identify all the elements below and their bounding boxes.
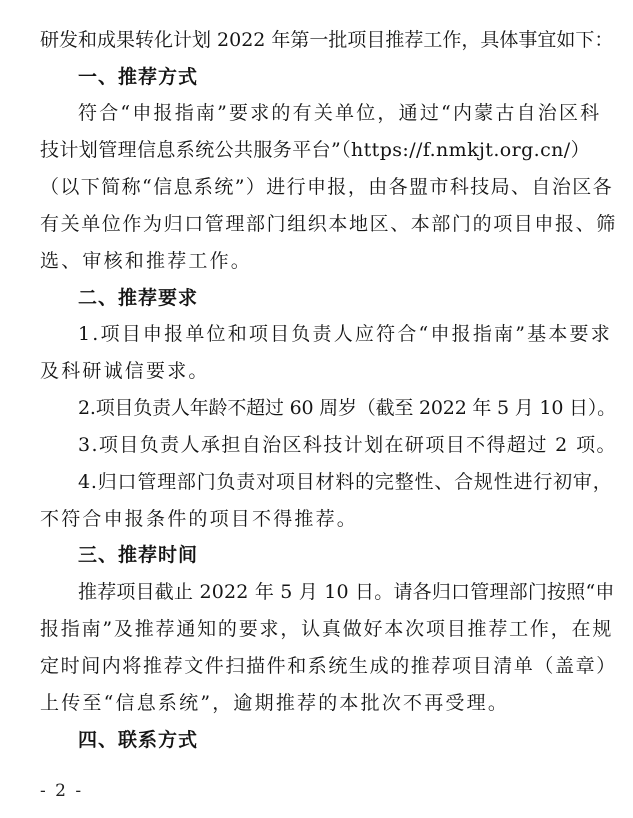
requirement-item-2: 2.项目负责人年龄不超过 60 周岁（截至 2022 年 5 月 10 日）。 — [78, 397, 616, 419]
paragraph-method-line: （以下简称“信息系统”）进行申报，由各盟市科技局、自治区各 — [40, 176, 614, 198]
requirement-item-4: 4.归口管理部门负责对项目材料的完整性、合规性进行初审， — [78, 471, 613, 493]
requirement-item-4-continued: 不符合申报条件的项目不得推荐。 — [40, 508, 359, 530]
paragraph-intro-line: 研发和成果转化计划 2022 年第一批项目推荐工作，具体事宜如下： — [40, 29, 614, 51]
requirement-item-1-continued: 及科研诚信要求。 — [40, 360, 210, 382]
paragraph-method-line: 技计划管理信息系统公共服务平台”（https://f.nmkjt.org.cn/） — [40, 139, 590, 161]
paragraph-time-line: 定时间内将推荐文件扫描件和系统生成的推荐项目清单（盖章） — [40, 655, 617, 677]
section-heading-requirements: 二、推荐要求 — [78, 287, 199, 309]
paragraph-time-line: 报指南”及推荐通知的要求，认真做好本次项目推荐工作，在规 — [40, 618, 614, 640]
paragraph-time-line: 推荐项目截止 2022 年 5 月 10 日。请各归口管理部门按照“申 — [78, 581, 615, 603]
section-heading-contact: 四、联系方式 — [78, 729, 199, 751]
section-heading-method: 一、推荐方式 — [78, 66, 199, 88]
requirement-item-3: 3.项目负责人承担自治区科技计划在研项目不得超过 2 项。 — [78, 434, 617, 456]
paragraph-time-line: 上传至“信息系统”，逾期推荐的本批次不再受理。 — [40, 692, 510, 714]
paragraph-method-line: 符合“申报指南”要求的有关单位，通过“内蒙古自治区科 — [78, 102, 602, 124]
page-number: - 2 - — [40, 781, 84, 801]
paragraph-method-line: 有关单位作为归口管理部门组织本地区、本部门的项目申报、筛 — [40, 213, 617, 235]
section-heading-time: 三、推荐时间 — [78, 544, 199, 566]
paragraph-method-line: 选、审核和推荐工作。 — [40, 250, 253, 272]
requirement-item-1: 1.项目申报单位和项目负责人应符合“申报指南”基本要求 — [78, 323, 612, 345]
